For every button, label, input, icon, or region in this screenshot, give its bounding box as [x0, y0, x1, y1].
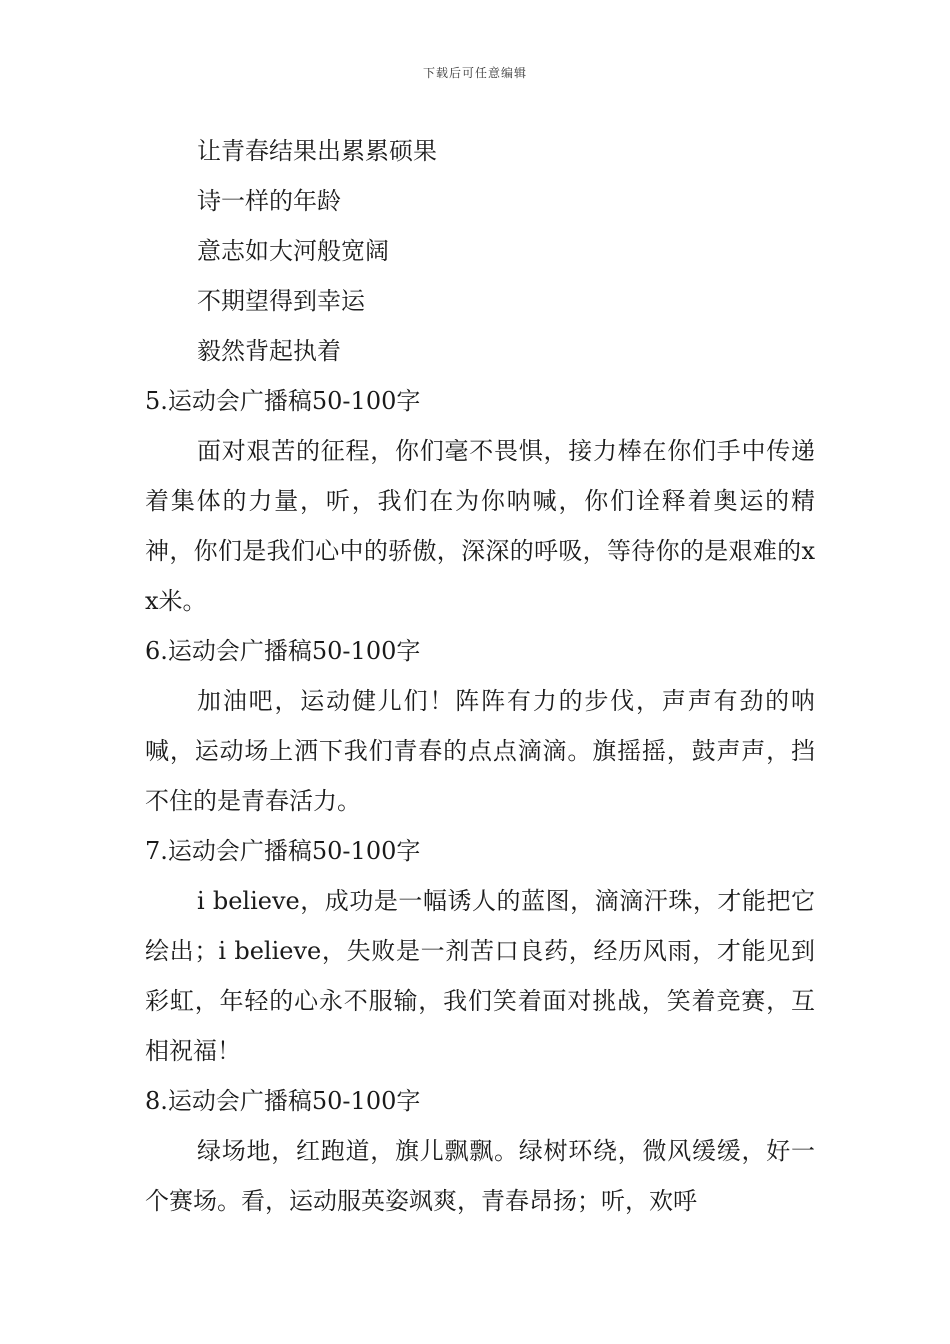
section-paragraph: 加油吧，运动健儿们！阵阵有力的步伐，声声有劲的呐喊，运动场上洒下我们青春的点点滴滴。旗摇摇，鼓声声，挡不住的是青春活力。: [145, 687, 815, 815]
section-heading: 7.运动会广播稿50-100字: [145, 837, 421, 865]
poem-line: 毅然背起执着: [197, 337, 341, 365]
poem-line: 诗一样的年龄: [197, 187, 341, 215]
poem-block: [145, 126, 815, 376]
section-heading: 8.运动会广播稿50-100字: [145, 1087, 421, 1115]
section-7: [145, 826, 815, 1076]
document-body: [145, 126, 815, 1226]
section-5: [145, 376, 815, 626]
section-heading: 5.运动会广播稿50-100字: [145, 387, 421, 415]
page-header-note: 下载后可任意编辑: [422, 66, 527, 80]
section-paragraph: i believe，成功是一幅诱人的蓝图，滴滴汗珠，才能把它绘出；i believe，失败是一剂苦口良药，经历风雨，才能见到彩虹，年轻的心永不服输，我们笑着面对挑战，笑着竞赛，互相祝福！: [145, 887, 815, 1065]
poem-line: 不期望得到幸运: [197, 287, 365, 315]
section-paragraph: 面对艰苦的征程，你们毫不畏惧，接力棒在你们手中传递着集体的力量，听，我们在为你呐喊，你们诠释着奥运的精神，你们是我们心中的骄傲，深深的呼吸，等待你的是艰难的xx米。: [145, 437, 815, 615]
section-heading: 6.运动会广播稿50-100字: [145, 637, 421, 665]
poem-line: 让青春结果出累累硕果: [197, 137, 437, 165]
section-6: [145, 626, 815, 826]
poem-line: 意志如大河般宽阔: [197, 237, 389, 265]
section-paragraph: 绿场地，红跑道，旗儿飘飘。绿树环绕，微风缓缓，好一个赛场。看，运动服英姿飒爽，青春昂扬；听，欢呼: [145, 1137, 815, 1215]
section-8: [145, 1076, 815, 1226]
